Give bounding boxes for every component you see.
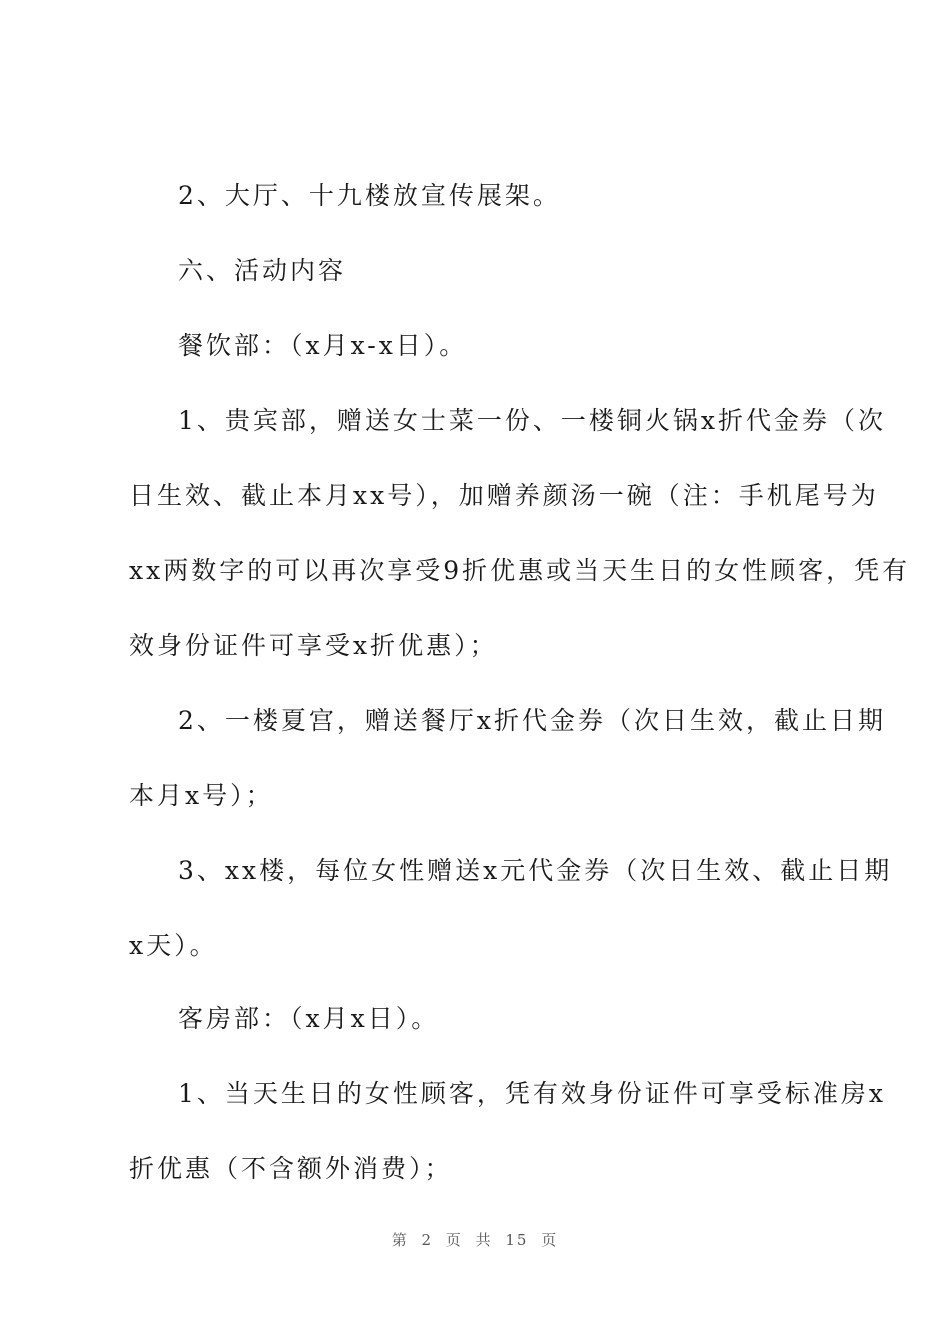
paragraph-line: 效身份证件可享受x折优惠）； [129, 631, 498, 660]
section-heading: 六、活动内容 [178, 256, 347, 285]
paragraph-line: x天）。 [129, 931, 218, 960]
paragraph-line: 日生效、截止本月xx号），加赠养颜汤一碗（注：手机尾号为 [129, 481, 879, 510]
paragraph-line: xx两数字的可以再次享受9折优惠或当天生日的女性顾客，凭有 [129, 556, 911, 585]
paragraph-line: 1、当天生日的女性顾客，凭有效身份证件可享受标准房x [178, 1079, 887, 1108]
department-heading: 餐饮部：（x月x-x日）。 [178, 331, 468, 360]
paragraph-line: 2、一楼夏宫，赠送餐厅x折代金券（次日生效，截止日期 [178, 706, 887, 735]
paragraph-line: 2、大厅、十九楼放宣传展架。 [178, 181, 561, 210]
paragraph-line: 本月x号）； [129, 781, 274, 810]
paragraph-line: 折优惠（不含额外消费）； [129, 1154, 453, 1183]
paragraph-line: 3、xx楼，每位女性赠送x元代金券（次日生效、截止日期 [178, 856, 893, 885]
page-number-footer: 第 2 页 共 15 页 [391, 1231, 559, 1249]
department-heading: 客房部：（x月x日）。 [178, 1004, 440, 1033]
paragraph-line: 1、贵宾部，赠送女士菜一份、一楼铜火锅x折代金券（次 [178, 406, 887, 435]
